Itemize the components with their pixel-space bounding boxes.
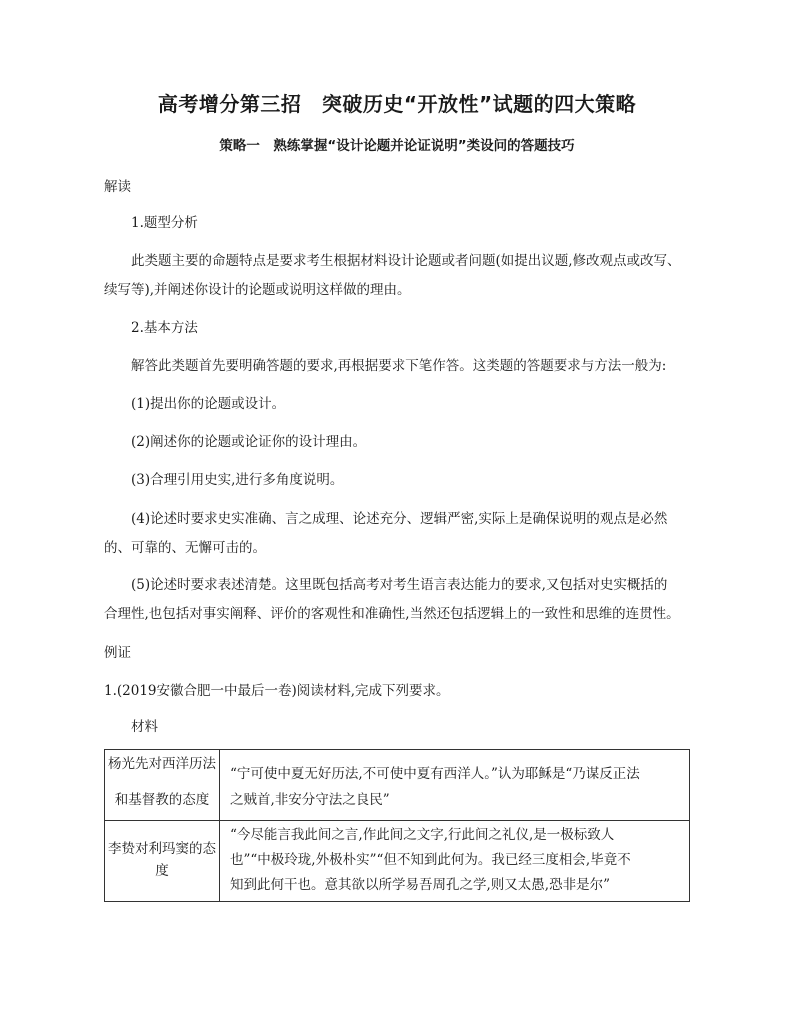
list-item: (5)论述时要求表述清楚。这里既包括高考对考生语言表达能力的要求,又包括对史实概括的	[131, 577, 668, 593]
section-heading-read: 解读	[104, 179, 131, 195]
table-cell-body	[220, 750, 690, 821]
list-item: (4)论述时要求史实准确、言之成理、论述充分、逻辑严密,实际上是确保说明的观点是必然	[131, 511, 668, 527]
heading-question-type: 1.题型分析	[131, 215, 198, 231]
cell-line: 和基督教的态度	[114, 792, 210, 808]
list-item: (3)合理引用史实,进行多角度说明。	[131, 472, 344, 488]
list-item-continuation: 合理性,也包括对事实阐释、评价的客观性和准确性,当然还包括逻辑上的一致性和思维的连贯性。	[104, 606, 680, 622]
table-row	[105, 821, 690, 902]
strategy-subtitle: 策略一 熟练掌握“设计论题并论证说明”类设问的答题技巧	[219, 138, 575, 154]
paragraph-line: 此类题主要的命题特点是要求考生根据材料设计论题或者问题(如提出议题,修改观点或改写、	[131, 253, 681, 269]
list-item: (1)提出你的论题或设计。	[131, 396, 286, 412]
cell-line: “今尽能言我此间之言,作此间之文字,行此间之礼仪,是一极标致人	[230, 827, 615, 843]
heading-basic-method: 2.基本方法	[131, 320, 198, 336]
table-cell-body	[220, 821, 690, 902]
paragraph-line: 解答此类题首先要明确答题的要求,再根据要求下笔作答。这类题的答题要求与方法一般为:	[131, 358, 667, 374]
cell-line: 李贽对利玛窦的态	[108, 841, 216, 857]
page-title: 高考增分第三招 突破历史“开放性”试题的四大策略	[157, 92, 637, 116]
cell-line: 杨光先对西洋历法	[108, 756, 216, 772]
cell-line: 知到此何干也。意其欲以所学易吾周孔之学,则又太愚,恐非是尔”	[230, 877, 610, 893]
material-label: 材料	[131, 719, 158, 735]
cell-line: 度	[155, 863, 169, 879]
cell-line: 也”“中极玲珑,外极朴实”“但不知到此何为。我已经三度相会,毕竟不	[230, 852, 631, 868]
table-row	[105, 750, 690, 821]
section-heading-example: 例证	[104, 645, 131, 661]
cell-line: 之贼首,非安分守法之良民”	[230, 792, 390, 808]
question-stem: 1.(2019安徽合肥一中最后一卷)阅读材料,完成下列要求。	[104, 683, 450, 699]
list-item: (2)阐述你的论题或论证你的设计理由。	[131, 434, 367, 450]
list-item-continuation: 的、可靠的、无懈可击的。	[104, 540, 266, 556]
paragraph-line: 续写等),并阐述你设计的论题或说明这样做的理由。	[104, 282, 411, 298]
material-table	[104, 749, 690, 902]
table-cell-head	[105, 750, 220, 821]
cell-line: “宁可使中夏无好历法,不可使中夏有西洋人。”认为耶稣是“乃谋反正法	[230, 766, 640, 782]
table-cell-head	[105, 821, 220, 902]
